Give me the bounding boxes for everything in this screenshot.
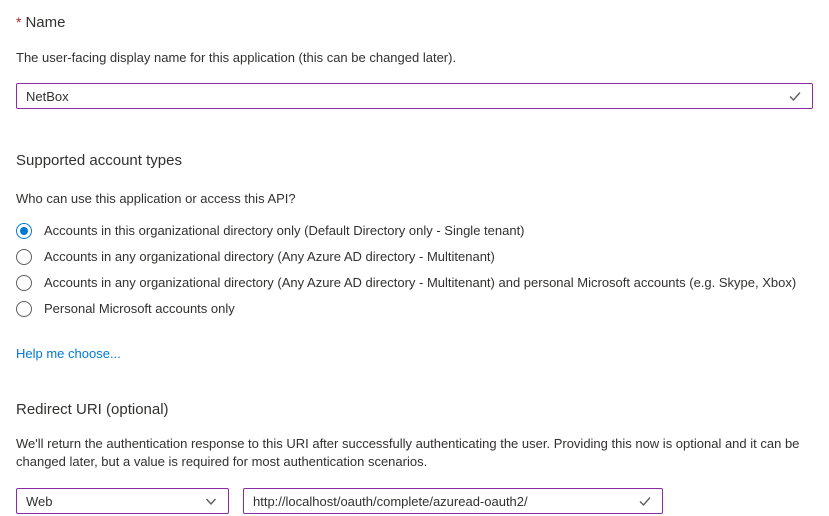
name-input[interactable] [16,83,813,109]
account-types-question: Who can use this application or access this API? [16,191,296,206]
account-type-radio[interactable] [16,249,813,265]
redirect-uri-title: Redirect URI (optional) [16,401,169,418]
account-type-radio[interactable] [16,301,813,317]
platform-select-value: Web [26,493,53,509]
account-type-radio[interactable] [16,275,813,291]
account-type-radio-group [16,223,813,317]
chevron-down-icon [203,493,219,509]
checkmark-icon [637,493,653,509]
name-title-text: Name [25,14,66,31]
radio-label: Accounts in any organizational directory (Any Azure AD directory - Multitenant) and personal Microsoft accounts (e.g. Skype, Xbox) [44,275,797,290]
redirect-uri-description: We'll return the authentication response to this URI after successfully authenticating the user. Providing this now is optional and it can be changed later, but a value is required for most authentication scenarios. [16,436,800,469]
account-type-radio[interactable] [16,223,813,239]
redirect-uri-row [16,488,813,514]
redirect-uri-input[interactable] [243,488,663,514]
platform-select[interactable] [16,488,229,514]
radio-icon [16,223,32,239]
account-types-title: Supported account types [16,152,182,169]
radio-icon [16,249,32,265]
name-section-title [16,12,813,33]
required-marker: * [16,14,22,30]
help-me-choose-link[interactable]: Help me choose... [16,346,121,361]
radio-icon [16,275,32,291]
redirect-uri-value: http://localhost/oauth/complete/azuread-oauth2/ [253,493,528,509]
radio-label: Personal Microsoft accounts only [44,301,235,316]
checkmark-icon [787,88,803,104]
radio-label: Accounts in this organizational directory only (Default Directory only - Single tenant) [44,223,525,238]
name-description: The user-facing display name for this application (this can be changed later). [16,50,457,65]
radio-label: Accounts in any organizational directory (Any Azure AD directory - Multitenant) [44,249,495,264]
name-input-value: NetBox [26,88,69,104]
radio-icon [16,301,32,317]
